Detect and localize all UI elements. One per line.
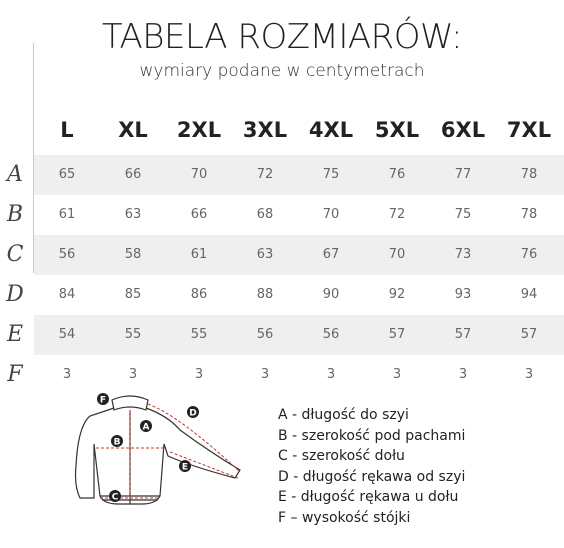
table-cell: 72 xyxy=(256,167,274,182)
table-cell: 55 xyxy=(190,327,208,342)
table-cell: 78 xyxy=(520,167,538,182)
diagram-marker xyxy=(109,490,121,503)
table-cell: 56 xyxy=(322,327,340,342)
table-cell: 73 xyxy=(454,247,472,262)
table-cell: 75 xyxy=(454,207,472,222)
table-cell: 67 xyxy=(322,247,340,262)
legend-item: B - szerokość pod pachami xyxy=(278,427,466,444)
size-header: 4XL xyxy=(308,118,354,142)
svg-text:C: C xyxy=(111,492,119,503)
diagram-marker xyxy=(179,460,191,473)
table-cell: 70 xyxy=(322,207,340,222)
table-cell: 92 xyxy=(388,287,406,302)
table-cell: 76 xyxy=(388,167,406,182)
legend-item: E - długość rękawa u dołu xyxy=(278,489,459,506)
table-cell: 61 xyxy=(58,207,76,222)
jacket-diagram xyxy=(60,386,270,526)
table-cell: 70 xyxy=(388,247,406,262)
row-label: A xyxy=(7,162,23,187)
table-row xyxy=(0,315,564,355)
svg-text:F: F xyxy=(99,395,107,406)
row-label: B xyxy=(6,202,24,227)
table-cell: 86 xyxy=(190,287,208,302)
table-cell: 93 xyxy=(454,287,472,302)
table-cell: 3 xyxy=(524,367,534,382)
row-label: F xyxy=(7,362,23,387)
table-cell: 78 xyxy=(520,207,538,222)
legend-item: F – wysokość stójki xyxy=(278,509,411,526)
table-cell: 85 xyxy=(124,287,142,302)
svg-text:B: B xyxy=(113,437,121,448)
size-header: 6XL xyxy=(440,118,486,142)
table-cell: 72 xyxy=(388,207,406,222)
row-label-divider xyxy=(33,43,34,273)
page-subtitle: wymiary podane w centymetrach xyxy=(139,61,425,81)
table-cell: 3 xyxy=(62,367,72,382)
measurement-lines xyxy=(96,404,240,498)
diagram-marker xyxy=(111,435,123,448)
table-cell: 3 xyxy=(128,367,138,382)
table-cell: 90 xyxy=(322,287,340,302)
table-cell: 57 xyxy=(454,327,472,342)
size-header: 5XL xyxy=(374,118,420,142)
diagram-marker xyxy=(140,420,152,433)
svg-text:A: A xyxy=(142,422,150,433)
table-cell: 63 xyxy=(124,207,142,222)
table-cell: 88 xyxy=(256,287,274,302)
row-label: E xyxy=(6,322,24,347)
table-row xyxy=(0,275,564,315)
measurement-legend xyxy=(278,405,558,529)
legend-item: C - szerokość dołu xyxy=(278,448,405,465)
table-cell: 3 xyxy=(458,367,468,382)
table-cell: 3 xyxy=(260,367,270,382)
table-cell: 58 xyxy=(124,247,142,262)
size-header: 2XL xyxy=(176,118,222,142)
row-label: D xyxy=(6,282,24,307)
svg-text:E: E xyxy=(181,462,189,473)
table-cell: 66 xyxy=(190,207,208,222)
table-cell: 68 xyxy=(256,207,274,222)
table-cell: 65 xyxy=(58,167,76,182)
table-cell: 70 xyxy=(190,167,208,182)
size-header-row xyxy=(0,112,564,152)
table-cell: 75 xyxy=(322,167,340,182)
table-row xyxy=(0,235,564,275)
row-label: C xyxy=(6,242,24,267)
table-cell: 61 xyxy=(190,247,208,262)
legend-item: A - długość do szyi xyxy=(278,407,409,423)
table-cell: 84 xyxy=(58,287,76,302)
table-cell: 57 xyxy=(388,327,406,342)
size-table xyxy=(0,112,564,152)
svg-text:D: D xyxy=(189,408,197,419)
table-row xyxy=(0,195,564,235)
table-cell: 56 xyxy=(58,247,76,262)
table-cell: 3 xyxy=(392,367,402,382)
table-cell: 76 xyxy=(520,247,538,262)
table-cell: 3 xyxy=(194,367,204,382)
diagram-marker xyxy=(97,393,109,406)
size-header: 7XL xyxy=(506,118,552,142)
size-header: XL xyxy=(118,118,148,142)
table-row xyxy=(0,155,564,195)
size-header: L xyxy=(60,118,74,142)
table-cell: 66 xyxy=(124,167,142,182)
size-header: 3XL xyxy=(242,118,288,142)
diagram-marker xyxy=(187,406,199,419)
legend-item: D - długość rękawa od szyi xyxy=(278,468,466,485)
table-cell: 54 xyxy=(58,327,76,342)
table-cell: 57 xyxy=(520,327,538,342)
table-cell: 3 xyxy=(326,367,336,382)
table-cell: 55 xyxy=(124,327,142,342)
table-cell: 56 xyxy=(256,327,274,342)
table-cell: 77 xyxy=(454,167,472,182)
table-cell: 63 xyxy=(256,247,274,262)
page-title: TABELA ROZMIARÓW: xyxy=(101,17,463,57)
table-cell: 94 xyxy=(520,287,538,302)
